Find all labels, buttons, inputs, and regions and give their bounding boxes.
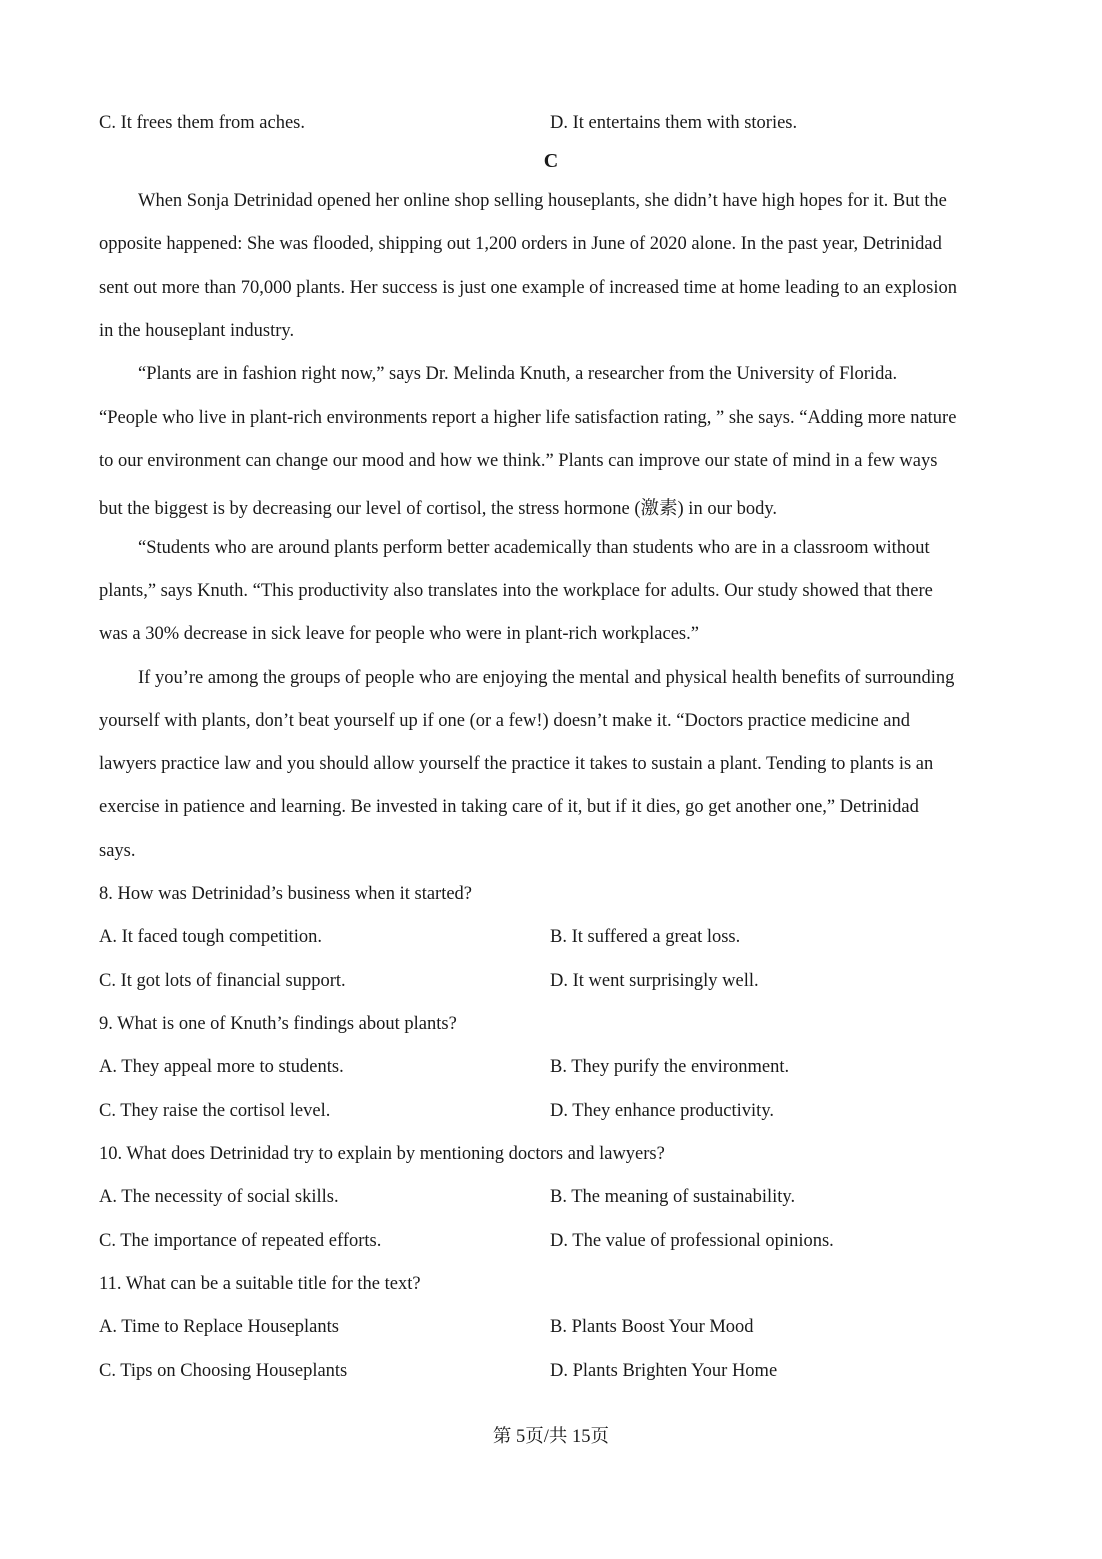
option-b: B. They purify the environment.: [550, 1057, 790, 1077]
passage-line: sent out more than 70,000 plants. Her success is just one example of increased time at home leading to an explosion: [99, 278, 957, 298]
option-c: C. It got lots of financial support.: [99, 971, 346, 991]
passage-line: says.: [99, 841, 136, 861]
passage-line: but the biggest is by decreasing our level of cortisol, the stress hormone (激素) in our body.: [99, 499, 778, 519]
passage-line: exercise in patience and learning. Be invested in taking care of it, but if it dies, go get another one,” Detrinidad: [99, 797, 919, 817]
question-stem: 9. What is one of Knuth’s findings about plants?: [99, 1014, 457, 1034]
option-a: A. They appeal more to students.: [99, 1057, 344, 1077]
option-c: C. Tips on Choosing Houseplants: [99, 1361, 348, 1381]
prev-option-d: D. It entertains them with stories.: [550, 113, 798, 133]
passage-line: “Plants are in fashion right now,” says Dr. Melinda Knuth, a researcher from the University of Florida.: [138, 364, 898, 384]
passage-line: lawyers practice law and you should allow yourself the practice it takes to sustain a plant. Tending to plants is an: [99, 754, 934, 774]
page-number: 第 5页/共 15页: [492, 1427, 610, 1447]
option-c: C. The importance of repeated efforts.: [99, 1231, 382, 1251]
option-a: A. Time to Replace Houseplants: [99, 1317, 339, 1337]
question-stem: 11. What can be a suitable title for the text?: [99, 1274, 421, 1294]
option-d: D. Plants Brighten Your Home: [550, 1361, 778, 1381]
passage-line: “Students who are around plants perform better academically than students who are in a classroom without: [138, 538, 930, 558]
option-a: A. The necessity of social skills.: [99, 1187, 339, 1207]
passage-line: opposite happened: She was flooded, shipping out 1,200 orders in June of 2020 alone. In the past year, Detrinidad: [99, 234, 942, 254]
question-stem: 10. What does Detrinidad try to explain by mentioning doctors and lawyers?: [99, 1144, 665, 1164]
option-d: D. The value of professional opinions.: [550, 1231, 834, 1251]
option-d: D. It went surprisingly well.: [550, 971, 759, 991]
option-b: B. Plants Boost Your Mood: [550, 1317, 754, 1337]
section-title: C: [543, 150, 559, 172]
option-c: C. They raise the cortisol level.: [99, 1101, 331, 1121]
passage-line: was a 30% decrease in sick leave for people who were in plant-rich workplaces.”: [99, 624, 699, 644]
passage-line: If you’re among the groups of people who are enjoying the mental and physical health benefits of surrounding: [138, 668, 955, 688]
option-d: D. They enhance productivity.: [550, 1101, 774, 1121]
prev-option-c: C. It frees them from aches.: [99, 113, 305, 133]
question-stem: 8. How was Detrinidad’s business when it started?: [99, 884, 473, 904]
passage-line: plants,” says Knuth. “This productivity also translates into the workplace for adults. Our study showed that there: [99, 581, 933, 601]
passage-line: When Sonja Detrinidad opened her online shop selling houseplants, she didn’t have high hopes for it. But the: [138, 191, 947, 211]
passage-line: to our environment can change our mood and how we think.” Plants can improve our state of mind in a few ways: [99, 451, 938, 471]
option-b: B. It suffered a great loss.: [550, 927, 741, 947]
passage-line: “People who live in plant-rich environments report a higher life satisfaction rating, ” she says. “Adding more nature: [99, 408, 957, 428]
passage-line: in the houseplant industry.: [99, 321, 295, 341]
option-a: A. It faced tough competition.: [99, 927, 322, 947]
passage-line: yourself with plants, don’t beat yourself up if one (or a few!) doesn’t make it. “Doctors practice medicine and: [99, 711, 911, 731]
option-b: B. The meaning of sustainability.: [550, 1187, 796, 1207]
